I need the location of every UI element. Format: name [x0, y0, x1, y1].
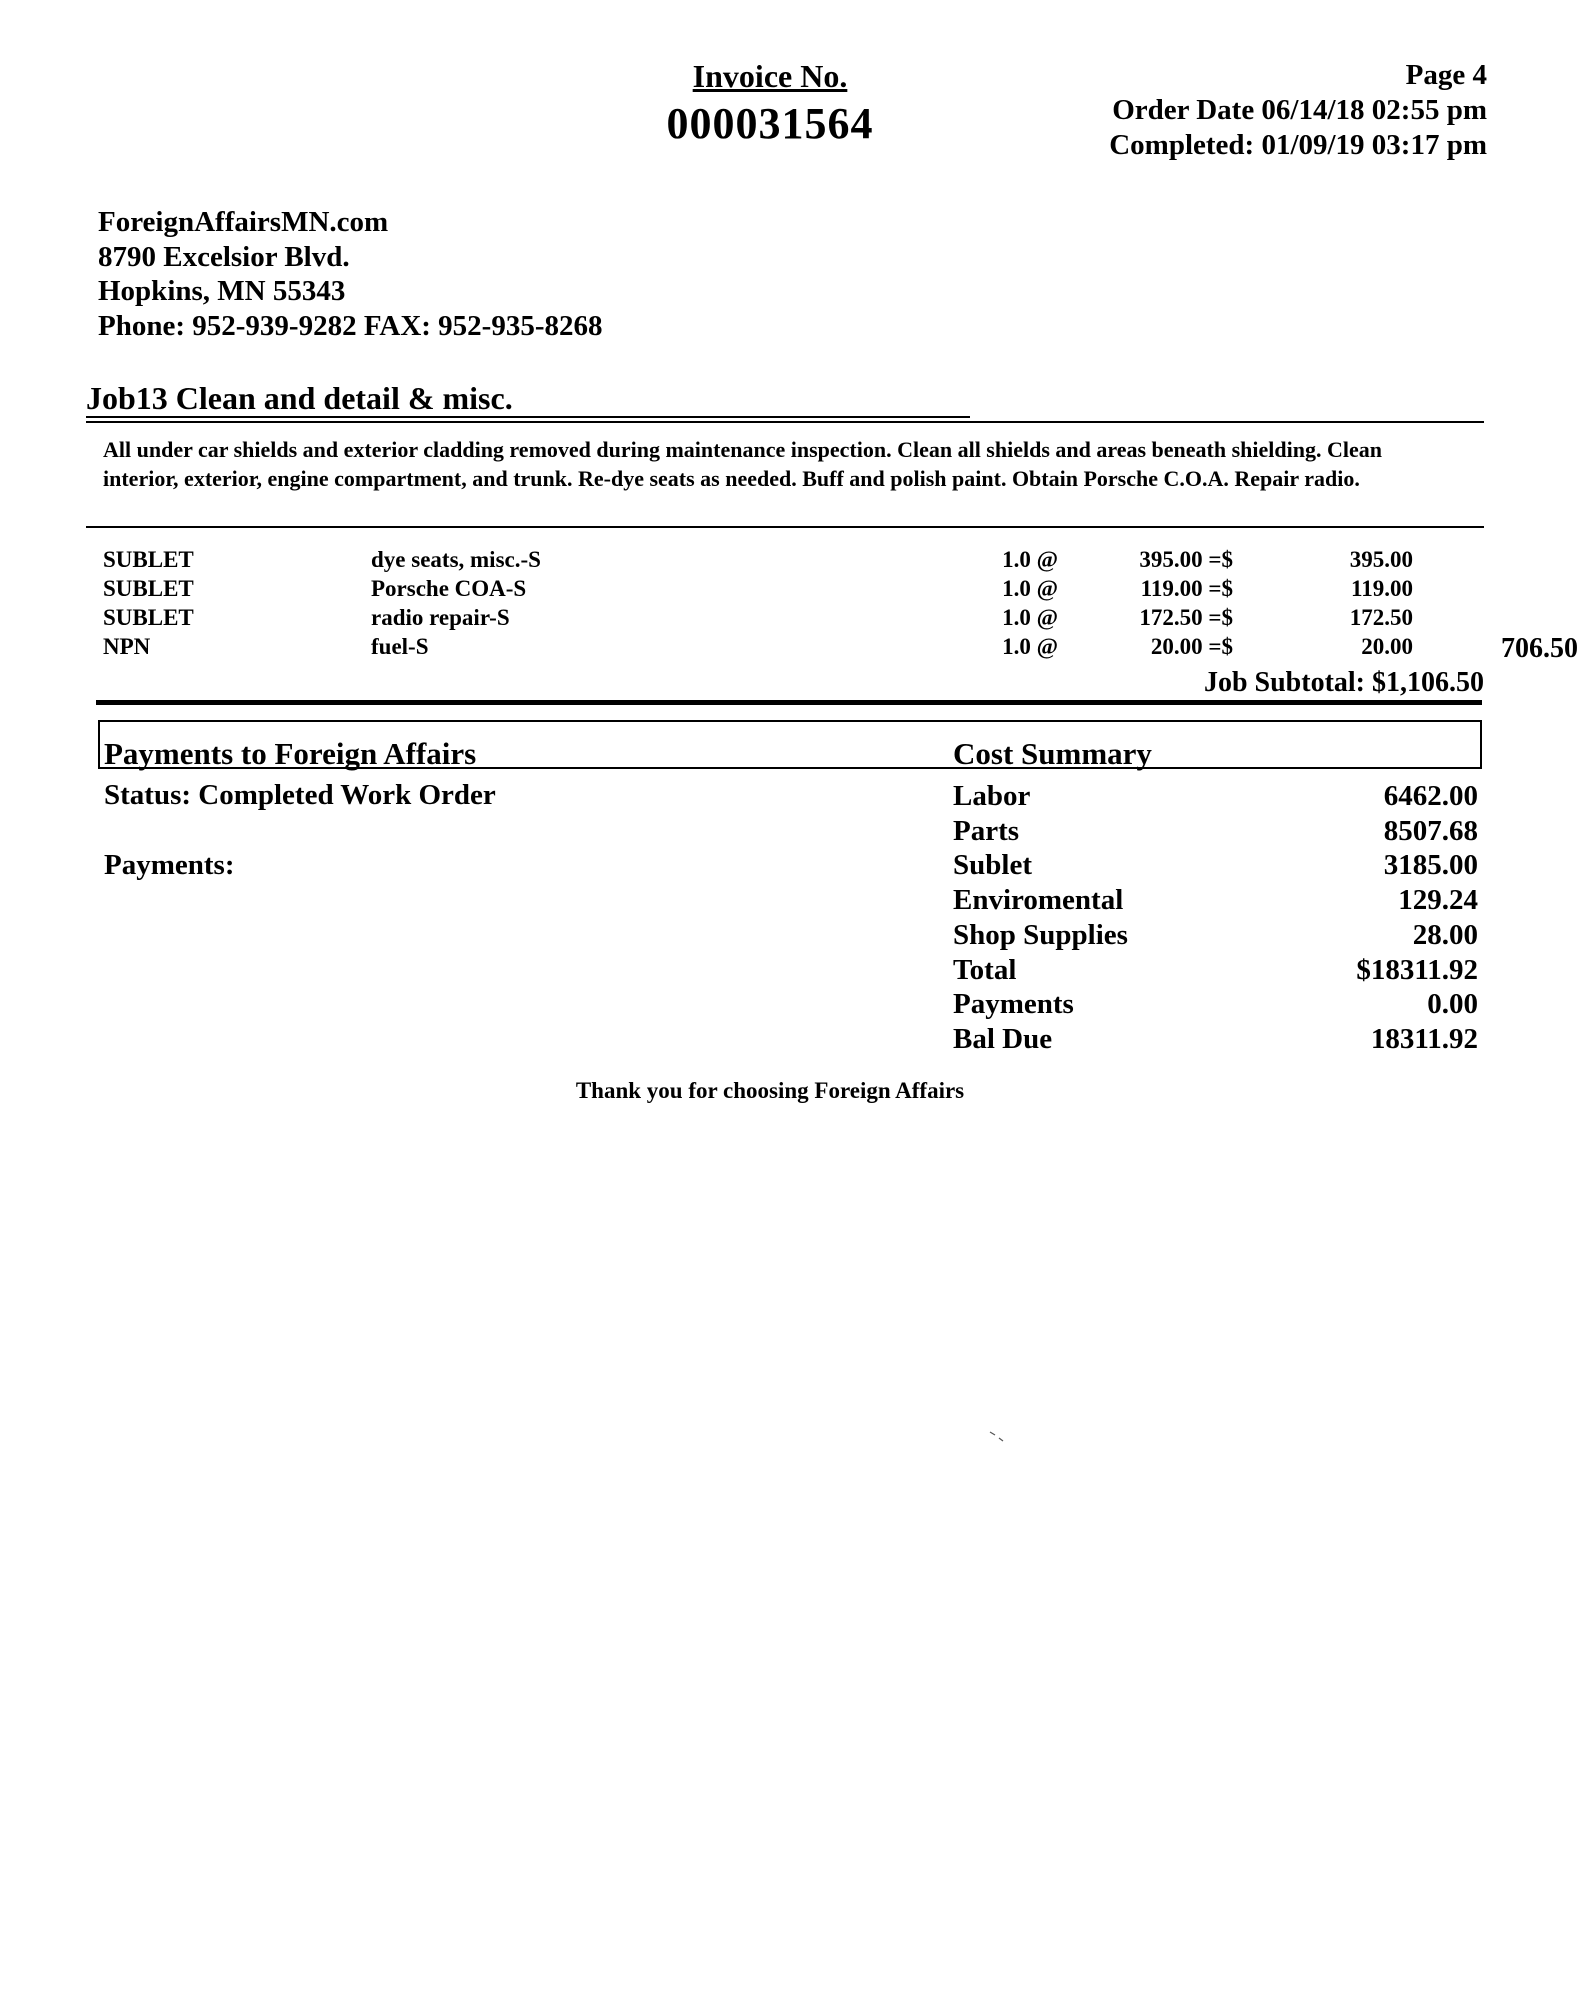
cost-value: 129.24: [1398, 884, 1478, 917]
cost-summary-row: [953, 779, 1478, 814]
item-amount: 172.50: [1349, 605, 1413, 630]
item-type: NPN: [103, 634, 151, 659]
item-quantity: 1.0 @: [1002, 547, 1058, 572]
item-quantity: 1.0 @: [1002, 634, 1058, 659]
cost-value: 8507.68: [1383, 814, 1478, 847]
cost-label: Bal Due: [953, 1022, 1053, 1055]
divider: [86, 526, 1484, 528]
cost-label: Payments: [953, 988, 1074, 1021]
page-number: Page 4: [1405, 59, 1487, 91]
cost-label: Labor: [953, 780, 1031, 812]
cost-summary-row: [953, 918, 1478, 953]
line-item-row: [103, 574, 1483, 603]
line-item-row: [103, 632, 1578, 664]
line-item-row: [103, 545, 1483, 574]
cost-value: 0.00: [1427, 988, 1478, 1021]
cost-summary-row: [953, 883, 1478, 918]
item-amount: 119.00: [1351, 576, 1413, 601]
item-quantity: 1.0 @: [1002, 576, 1058, 601]
cost-summary-row: [953, 1022, 1478, 1057]
cost-value: 28.00: [1412, 918, 1478, 951]
item-total: 706.50: [1501, 633, 1578, 664]
line-items: [103, 545, 1578, 664]
item-type: SUBLET: [103, 605, 194, 630]
item-description: dye seats, misc.-S: [371, 547, 541, 572]
cost-label: Enviromental: [953, 884, 1124, 917]
item-rate: 395.00 =$: [1139, 547, 1233, 572]
payments-heading: Payments to Foreign Affairs: [104, 736, 477, 771]
cost-label: Shop Supplies: [953, 918, 1128, 951]
job-title: Job13 Clean and detail & misc.: [86, 380, 513, 416]
cost-summary-row: [953, 987, 1478, 1022]
work-order-status: Status: Completed Work Order: [104, 779, 496, 811]
job-subtotal: Job Subtotal: $1,106.50: [1203, 667, 1484, 698]
cost-value: $18311.92: [1356, 953, 1478, 986]
company-address: [98, 205, 602, 343]
cost-summary-row: [953, 848, 1478, 883]
company-street: 8790 Excelsior Blvd.: [98, 240, 350, 273]
cost-summary: [953, 779, 1478, 1057]
completed-date: Completed: 01/09/19 03:17 pm: [1109, 129, 1487, 161]
cost-summary-row: [953, 814, 1478, 849]
item-rate: 172.50 =$: [1139, 605, 1233, 630]
item-amount: 20.00: [1361, 634, 1413, 659]
invoice-label: Invoice No.: [692, 58, 848, 94]
job-title-underline: [86, 416, 970, 418]
item-rate: 119.00 =$: [1140, 576, 1233, 601]
cost-label: Total: [953, 953, 1017, 986]
item-rate: 20.00 =$: [1150, 634, 1233, 659]
item-description: fuel-S: [371, 634, 429, 659]
cost-summary-row: [953, 953, 1478, 988]
cost-value: 6462.00: [1383, 780, 1478, 812]
thank-you-note: Thank you for choosing Foreign Affairs: [575, 1078, 965, 1103]
payments-label: Payments:: [104, 849, 235, 881]
divider: [86, 421, 1484, 423]
page-info: [1109, 58, 1487, 163]
item-description: Porsche COA-S: [371, 576, 527, 601]
company-phone: Phone: 952-939-9282 FAX: 952-935-8268: [98, 309, 603, 342]
item-type: SUBLET: [103, 576, 194, 601]
item-type: SUBLET: [103, 547, 194, 572]
item-quantity: 1.0 @: [1002, 605, 1058, 630]
item-description: radio repair-S: [371, 605, 510, 630]
cost-value: 3185.00: [1383, 849, 1478, 882]
cost-label: Sublet: [953, 849, 1032, 882]
cost-summary-heading: Cost Summary: [953, 736, 1152, 771]
thick-divider: [96, 700, 1482, 705]
scan-speck: [990, 1432, 1004, 1442]
cost-value: 18311.92: [1370, 1022, 1478, 1055]
job-description: All under car shields and exterior cladding removed during maintenance inspection. Clean all shields and areas beneath shielding. Clean interior, exterior, engine compartment, and trunk. Re-dye seats as needed. Buff and polish paint. Obtain Porsche C.O.A. Repair radio.: [103, 437, 1382, 491]
invoice-number: 000031564: [666, 99, 874, 148]
line-item-row: [103, 603, 1483, 632]
company-city: Hopkins, MN 55343: [98, 275, 346, 307]
order-date: Order Date 06/14/18 02:55 pm: [1112, 94, 1487, 126]
item-amount: 395.00: [1349, 547, 1413, 572]
cost-label: Parts: [953, 814, 1020, 847]
company-name: ForeignAffairsMN.com: [98, 206, 389, 238]
